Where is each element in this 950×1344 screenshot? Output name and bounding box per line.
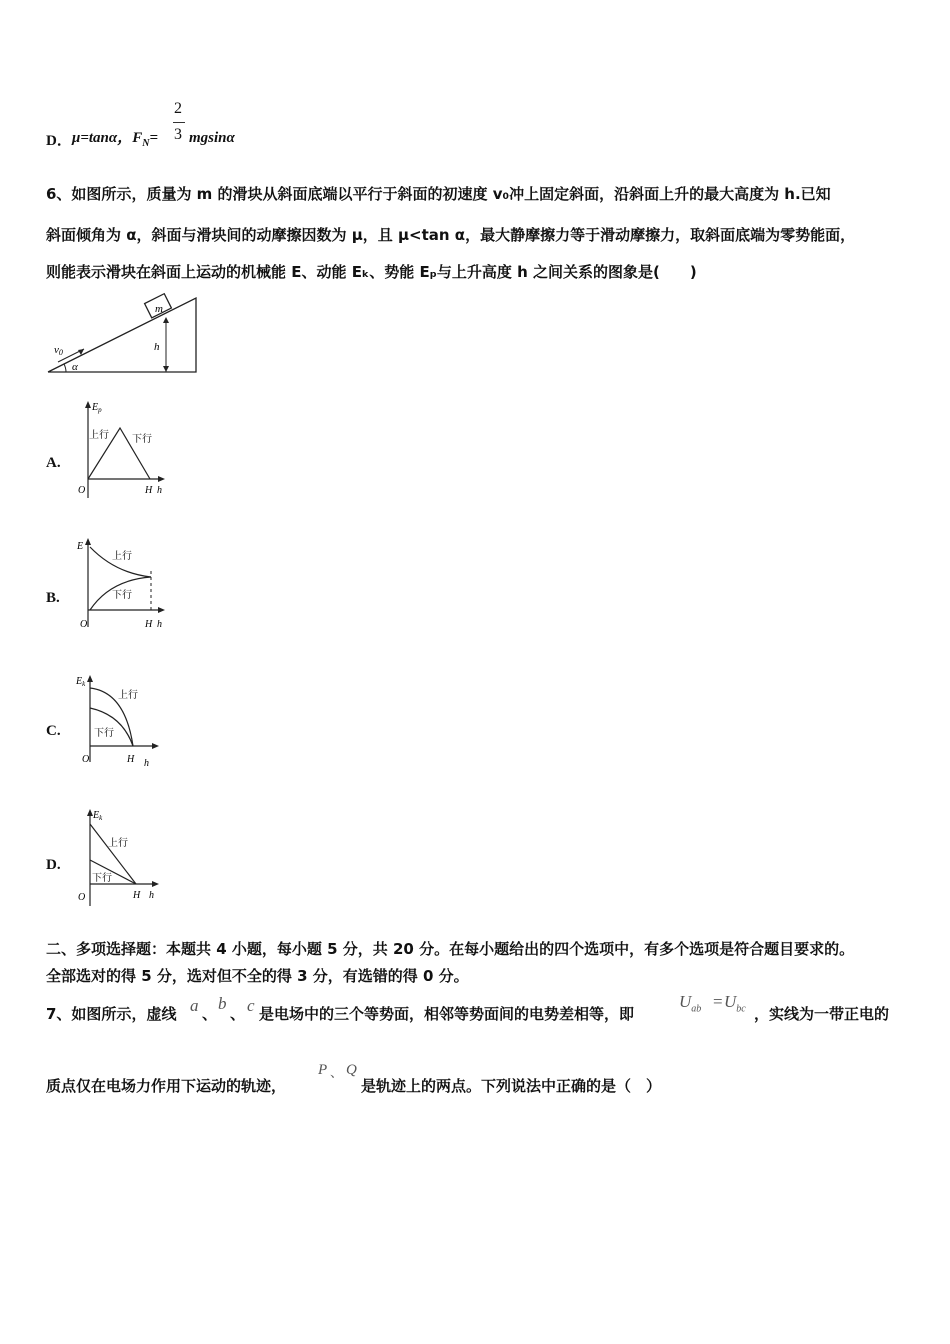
up-label: 上行	[108, 838, 128, 849]
prev-option-d	[46, 100, 346, 150]
q7-text-d: 质点仅在电场力作用下运动的轨迹，	[46, 1077, 287, 1095]
height-label: h	[154, 341, 160, 353]
option-d-label[interactable]: D.	[46, 857, 61, 873]
q6-line-1: 6、如图所示，质量为 m 的滑块从斜面底端以平行于斜面的初速度 v₀冲上固定斜面，沿斜面上升的最大高度为 h.已知	[46, 185, 831, 203]
velocity-sub: 0	[58, 348, 63, 357]
incline-figure	[44, 292, 204, 382]
y-label: $E_p$	[92, 402, 102, 414]
y-label: $E_k$	[93, 810, 103, 822]
var-c: c	[247, 996, 255, 1015]
option-c-label[interactable]: C.	[46, 723, 61, 739]
sep-1: 、	[202, 1005, 218, 1023]
formula-sub: N	[142, 138, 150, 149]
y-axis-arrow	[85, 538, 91, 545]
var-p: P	[318, 1062, 328, 1078]
fraction-numerator: 2	[174, 100, 182, 117]
x-axis-arrow	[158, 607, 165, 613]
q6-line-2: 斜面倾角为 α，斜面与滑块间的动摩擦因数为 μ，且 μ<tan α，最大静摩擦力等于滑动摩擦力，取斜面底端为零势能面，	[46, 226, 856, 244]
option-b-graph[interactable]	[70, 535, 170, 635]
formula-text: μ=tanα，F	[72, 130, 143, 146]
incline-outline	[48, 298, 196, 372]
down-label: 下行	[112, 590, 132, 601]
q6-line-3: 则能表示滑块在斜面上运动的机械能 E、动能 Eₖ、势能 Eₚ与上升高度 h 之间关系的图象是( )	[46, 263, 697, 281]
var-a: a	[190, 996, 199, 1015]
section2-line-2: 全部选对的得 5 分，选对但不全的得 3 分，有选错的得 0 分。	[46, 967, 469, 985]
height-arrow-bottom	[163, 366, 169, 372]
origin-label: O	[80, 619, 88, 630]
formula-tail: mgsinα	[189, 130, 235, 146]
velocity-v: v	[54, 344, 59, 356]
option-c-graph[interactable]	[70, 670, 170, 770]
y-label: $E_k$	[76, 676, 86, 688]
u-bc: $U_{bc}$	[724, 992, 746, 1015]
q7-text-c: ，实线为一带正电的	[754, 1005, 890, 1023]
option-label: D．	[46, 133, 72, 149]
origin-label: O	[78, 892, 86, 903]
up-label: 上行	[89, 430, 109, 441]
velocity-label	[54, 344, 63, 357]
down-label: 下行	[94, 728, 114, 739]
ek-down-curve	[90, 708, 133, 746]
angle-label: α	[72, 361, 78, 373]
sep-3: 、	[330, 1065, 344, 1080]
down-label: 下行	[92, 873, 112, 884]
angle-arc	[64, 364, 66, 372]
height-arrow-top	[163, 317, 169, 323]
var-b: b	[218, 994, 227, 1013]
y-label: E	[77, 541, 84, 552]
sep-2: 、	[230, 1005, 246, 1023]
mass-label: m	[155, 303, 163, 315]
formula-eq: =	[149, 130, 158, 146]
y-axis-arrow	[85, 401, 91, 408]
q7-text-b: 是电场中的三个等势面，相邻等势面间的电势差相等，即	[259, 1005, 635, 1023]
up-label: 上行	[118, 690, 138, 701]
fraction-bar	[173, 122, 185, 123]
h-max-label: H	[127, 754, 135, 765]
option-formula	[72, 128, 158, 154]
x-label: h	[149, 890, 154, 901]
h-max-label: H	[133, 890, 141, 901]
x-axis-arrow	[158, 476, 165, 482]
fraction-denominator: 3	[174, 126, 182, 143]
option-a-label[interactable]: A.	[46, 455, 61, 471]
x-label: h	[157, 485, 162, 496]
x-axis-arrow	[152, 743, 159, 749]
u-ab: $U_{ab}$	[679, 992, 702, 1015]
u-eq: =	[713, 992, 723, 1011]
h-max-label: H	[145, 485, 153, 496]
origin-label: O	[82, 754, 90, 765]
x-label: h	[144, 758, 149, 769]
origin-label: O	[78, 485, 86, 496]
q7-line-2	[46, 1060, 926, 1100]
q7-text-a: 7、如图所示，虚线	[46, 1005, 177, 1023]
up-label: 上行	[112, 551, 132, 562]
option-d-graph[interactable]	[70, 804, 170, 910]
q7-text-e: 是轨迹上的两点。下列说法中正确的是（ ）	[361, 1077, 662, 1095]
y-axis-arrow	[87, 675, 93, 682]
h-max-label: H	[145, 619, 153, 630]
down-label: 下行	[132, 434, 152, 445]
section2-line-1: 二、多项选择题：本题共 4 小题，每小题 5 分，共 20 分。在每小题给出的四个选项中，有多个选项是符合题目要求的。	[46, 940, 855, 958]
x-label: h	[157, 619, 162, 630]
q7-line-1	[46, 992, 926, 1032]
x-axis-arrow	[152, 881, 159, 887]
option-a-graph[interactable]	[70, 398, 170, 506]
var-q: Q	[346, 1062, 357, 1078]
option-b-label[interactable]: B.	[46, 590, 60, 606]
